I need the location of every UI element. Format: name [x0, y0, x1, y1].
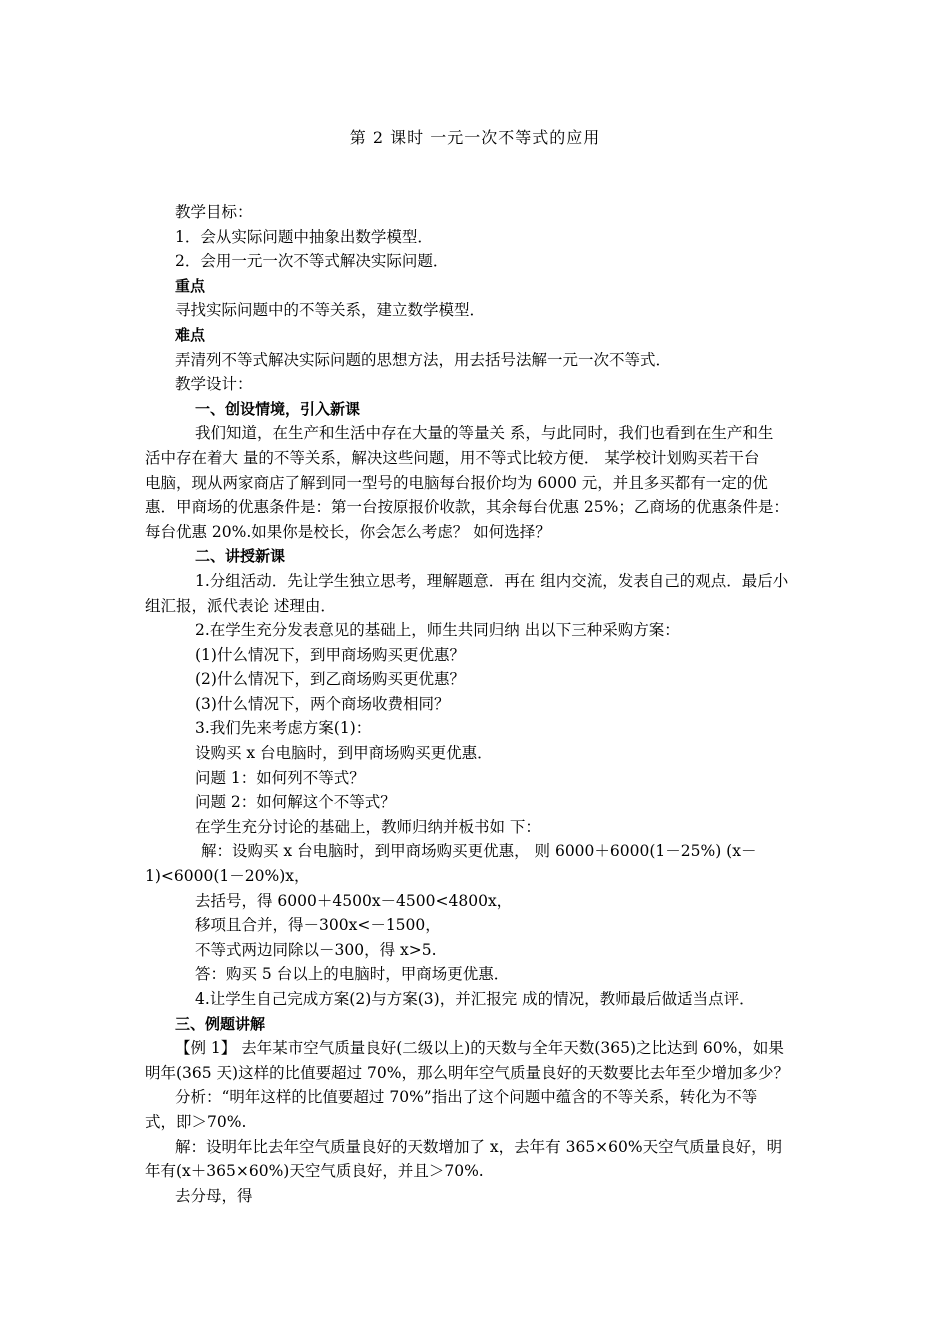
text-line: 设购买 x 台电脑时，到甲商场购买更优惠．	[195, 744, 493, 763]
document-body	[145, 200, 810, 1208]
text-line: 问题 1：如何列不等式？	[195, 768, 365, 787]
text-line: 解：设购买 x 台电脑时，到甲商场购买更优惠， 则 6000＋6000(1－25%) (x－	[201, 842, 757, 861]
text-line: 移项且合并，得－300x<－1500，	[195, 916, 441, 935]
text-line: 在学生充分讨论的基础上，教师归纳并板书如 下：	[195, 817, 541, 836]
section-heading: 二、讲授新课	[195, 547, 286, 566]
text-line: 组汇报，派代表论 述理由．	[145, 596, 336, 615]
text-line: 不等式两边同除以－300，得 x>5.	[195, 940, 437, 959]
text-line: 电脑，现从两家商店了解到同一型号的电脑每台报价均为 6000 元，并且多买都有一定的优	[145, 473, 768, 492]
text-line: 每台优惠 20%.如果你是校长，你会怎么考虑？ 如何选择？	[145, 522, 551, 541]
text-line: 问题 2：如何解这个不等式？	[195, 793, 396, 812]
text-line: 弄清列不等式解决实际问题的思想方法，用去括号法解一元一次不等式．	[175, 350, 672, 369]
page-title: 第 2 课时 一元一次不等式的应用	[349, 128, 601, 147]
text-line: (1)什么情况下，到甲商场购买更优惠？	[195, 645, 465, 664]
text-line: 去分母，得	[175, 1186, 253, 1205]
text-line: 惠．甲商场的优惠条件是：第一台按原报价收款，其余每台优惠 25%；乙商场的优惠条件是：	[145, 498, 789, 517]
text-line: 解：设明年比去年空气质量良好的天数增加了 x，去年有 365×60%天空气质量良好，明	[175, 1137, 783, 1156]
text-line: 4.让学生自己完成方案(2)与方案(3)，并汇报完 成的情况，教师最后做适当点评．	[195, 990, 755, 1008]
text-line: 2.在学生充分发表意见的基础上，师生共同归纳 出以下三种采购方案：	[195, 621, 680, 640]
section-heading: 三、例题讲解	[175, 1014, 266, 1033]
text-line: 【例 1】 去年某市空气质量良好(二级以上)的天数与全年天数(365)之比达到 60%，如果	[175, 1039, 784, 1058]
text-line: (3)什么情况下，两个商场收费相同？	[195, 694, 450, 713]
text-line: 2．会用一元一次不等式解决实际问题．	[175, 252, 449, 271]
text-line: 寻找实际问题中的不等关系，建立数学模型．	[175, 301, 486, 320]
section-heading: 重点	[175, 276, 206, 295]
section-heading: 一、创设情境，引入新课	[195, 399, 361, 418]
text-line: 1．会从实际问题中抽象出数学模型．	[175, 227, 433, 246]
text-line: 式，即＞70%.	[145, 1112, 247, 1131]
text-line: 1)<6000(1－20%)x，	[145, 867, 310, 886]
text-line: 教学目标：	[175, 203, 253, 221]
text-line: 去括号，得 6000＋4500x－4500<4800x，	[195, 891, 513, 910]
section-heading: 难点	[175, 325, 206, 344]
text-line: 分析：“明年这样的比值要超过 70%”指出了这个问题中蕴含的不等关系，转化为不等	[175, 1088, 758, 1107]
text-line: 答：购买 5 台以上的电脑时，甲商场更优惠．	[195, 965, 510, 984]
text-line: 教学设计：	[175, 375, 253, 394]
text-line: 3.我们先来考虑方案(1)：	[195, 719, 372, 738]
text-line: (2)什么情况下，到乙商场购买更优惠？	[195, 670, 465, 689]
text-line: 我们知道，在生产和生活中存在大量的等量关 系，与此同时，我们也看到在生产和生	[195, 424, 774, 443]
text-line: 年有(x＋365×60%)天空气质良好，并且＞70%.	[145, 1162, 484, 1181]
text-line: 明年(365 天)这样的比值要超过 70%，那么明年空气质量良好的天数要比去年至少增加多少？	[145, 1063, 789, 1082]
text-line: 活中存在着大 量的不等关系，解决这些问题，用不等式比较方便． 某学校计划购买若干台	[145, 448, 760, 467]
text-line: 1.分组活动．先让学生独立思考，理解题意．再在 组内交流，发表自己的观点．最后小	[195, 571, 789, 590]
